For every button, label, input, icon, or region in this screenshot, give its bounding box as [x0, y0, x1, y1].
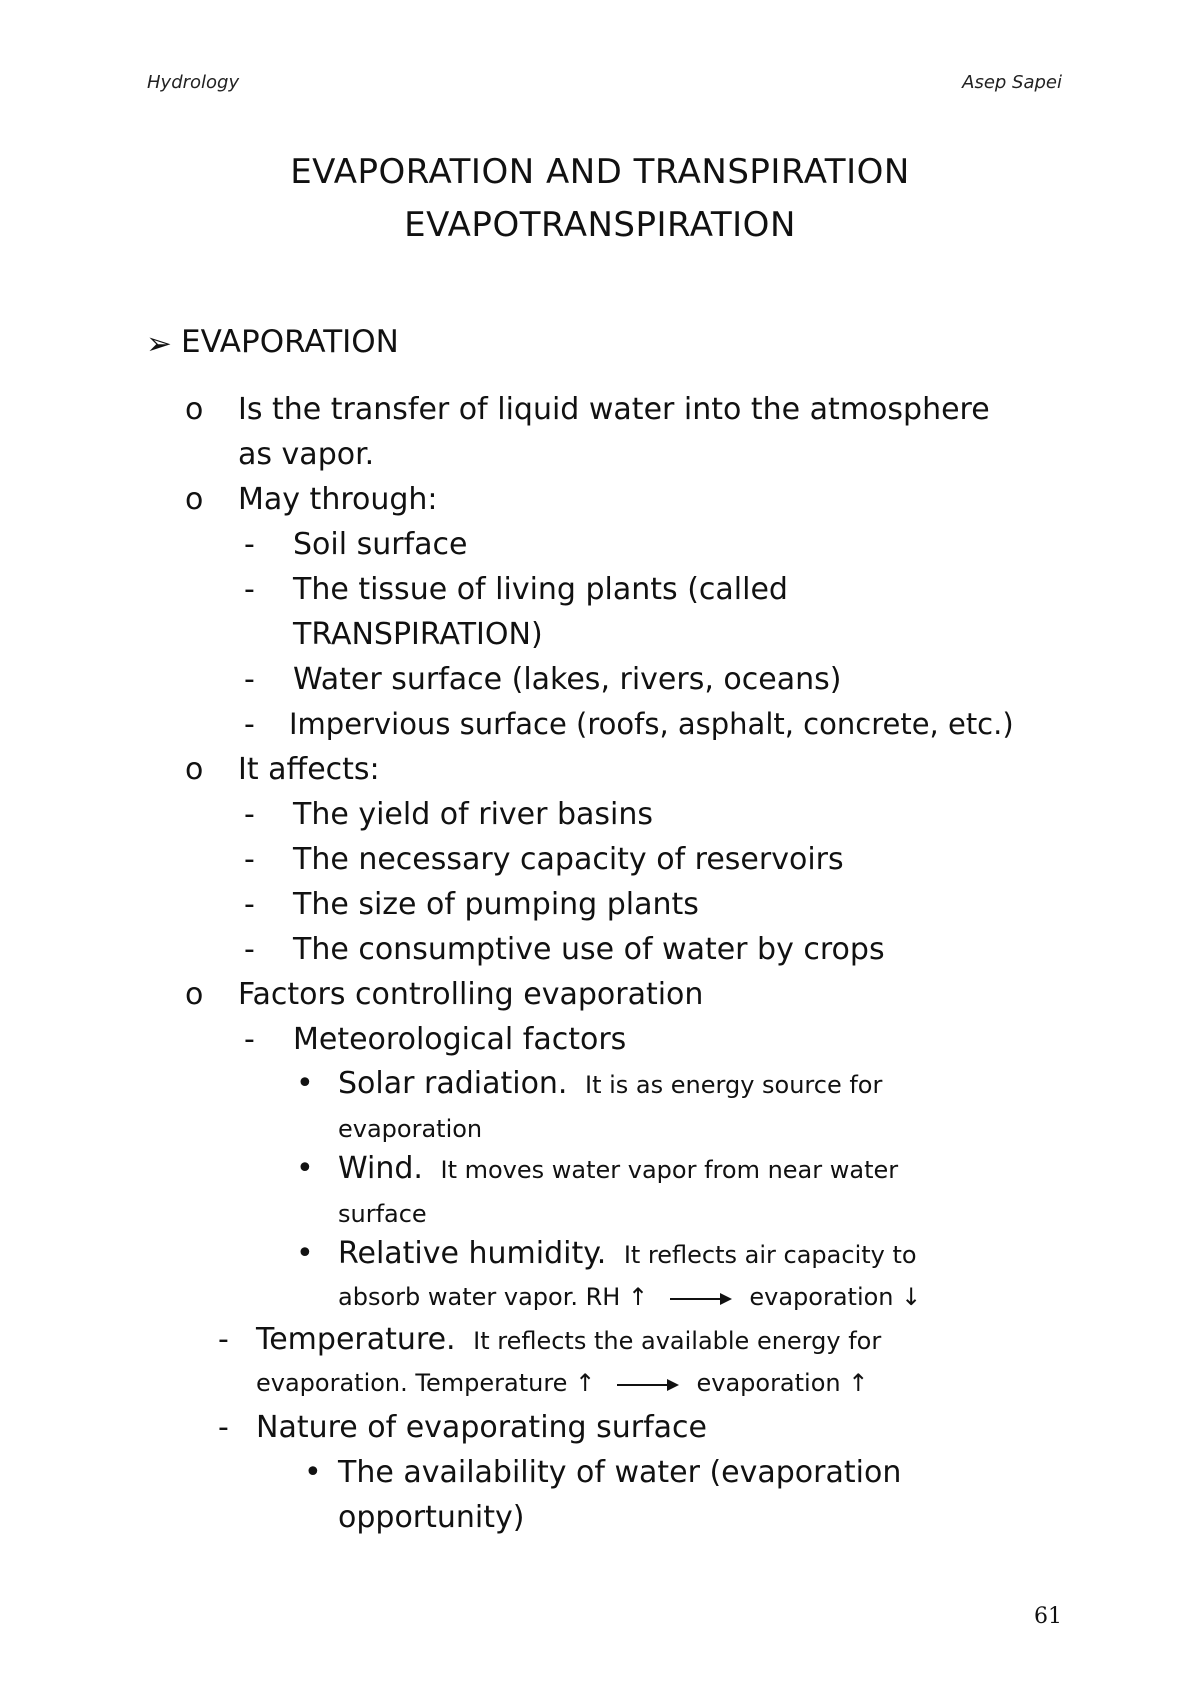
up-arrow-icon: ↑ — [848, 1369, 869, 1397]
dash-bullet-icon: - — [244, 527, 255, 562]
solar-radiation-desc: It is as energy source for — [585, 1071, 883, 1099]
temperature-cont — [256, 1369, 868, 1397]
availability-line1: The availability of water (evaporation — [338, 1455, 902, 1490]
wind-line — [338, 1151, 898, 1186]
temperature-line — [256, 1322, 881, 1357]
affects-item: The necessary capacity of reservoirs — [293, 842, 844, 877]
through-tissue-line2: TRANSPIRATION) — [293, 617, 543, 652]
rh-cont-text: absorb water vapor. RH — [338, 1283, 621, 1311]
arrowhead-bullet-icon: ➢ — [146, 326, 172, 362]
through-impervious: Impervious surface (roofs, asphalt, concrete, etc.) — [289, 707, 1014, 741]
affects-item: The size of pumping plants — [293, 887, 699, 922]
through-soil: Soil surface — [293, 527, 468, 562]
temp-evaporation-text: evaporation — [696, 1369, 841, 1397]
dash-bullet-icon: - — [244, 707, 255, 742]
round-bullet-icon: • — [296, 1066, 314, 1101]
dash-bullet-icon: - — [244, 797, 255, 832]
dash-bullet-icon: - — [244, 932, 255, 967]
wind-title: Wind. — [338, 1151, 423, 1186]
right-arrow-icon — [670, 1291, 732, 1305]
relative-humidity-desc: It reflects air capacity to — [623, 1241, 917, 1269]
circle-bullet-icon: o — [185, 482, 204, 517]
dash-bullet-icon: - — [218, 1410, 229, 1445]
factors-label: Factors controlling evaporation — [238, 977, 704, 1012]
circle-bullet-icon: o — [185, 977, 204, 1012]
affects-item: The yield of river basins — [293, 797, 654, 832]
through-label: May through: — [238, 482, 438, 517]
relative-humidity-line — [338, 1236, 917, 1271]
relative-humidity-cont — [338, 1283, 921, 1311]
through-water: Water surface (lakes, rivers, oceans) — [293, 662, 842, 697]
rh-evaporation-text: evaporation — [749, 1283, 894, 1311]
temp-cont-text: evaporation. Temperature — [256, 1369, 568, 1397]
definition-line2: as vapor. — [238, 437, 375, 472]
page-number: 61 — [1034, 1604, 1062, 1629]
nature-label: Nature of evaporating surface — [256, 1410, 707, 1445]
dash-bullet-icon: - — [244, 662, 255, 697]
round-bullet-icon: • — [296, 1151, 314, 1186]
dash-bullet-icon: - — [244, 842, 255, 877]
down-arrow-icon: ↓ — [901, 1283, 922, 1311]
affects-label: It affects: — [238, 752, 380, 787]
section-heading: EVAPORATION — [181, 324, 399, 360]
circle-bullet-icon: o — [185, 752, 204, 787]
availability-line2: opportunity) — [338, 1500, 525, 1535]
circle-bullet-icon: o — [185, 392, 204, 427]
up-arrow-icon: ↑ — [575, 1369, 596, 1397]
dash-bullet-icon: - — [244, 572, 255, 607]
affects-item: The consumptive use of water by crops — [293, 932, 885, 967]
right-arrow-icon — [617, 1377, 679, 1391]
factors-meteorological: Meteorological factors — [293, 1022, 627, 1057]
up-arrow-icon: ↑ — [627, 1283, 649, 1311]
document-title-line2: EVAPOTRANSPIRATION — [404, 205, 796, 245]
relative-humidity-title: Relative humidity. — [338, 1236, 607, 1271]
wind-cont: surface — [338, 1200, 427, 1228]
round-bullet-icon: • — [304, 1455, 322, 1490]
solar-radiation-line — [338, 1066, 882, 1101]
round-bullet-icon: • — [296, 1236, 314, 1271]
page-header-left: Hydrology — [147, 72, 240, 93]
through-tissue-line1: The tissue of living plants (called — [293, 572, 788, 607]
solar-radiation-cont: evaporation — [338, 1115, 483, 1143]
definition-line1: Is the transfer of liquid water into the atmosphere — [238, 392, 990, 427]
wind-desc: It moves water vapor from near water — [440, 1156, 899, 1184]
dash-bullet-icon: - — [218, 1322, 229, 1357]
dash-bullet-icon: - — [244, 1022, 255, 1057]
temperature-title: Temperature. — [256, 1322, 456, 1357]
page-header-right: Asep Sapei — [962, 72, 1062, 93]
temperature-desc: It reflects the available energy for — [473, 1327, 882, 1355]
document-title-line1: EVAPORATION AND TRANSPIRATION — [290, 152, 910, 192]
solar-radiation-title: Solar radiation. — [338, 1066, 568, 1101]
dash-bullet-icon: - — [244, 887, 255, 922]
